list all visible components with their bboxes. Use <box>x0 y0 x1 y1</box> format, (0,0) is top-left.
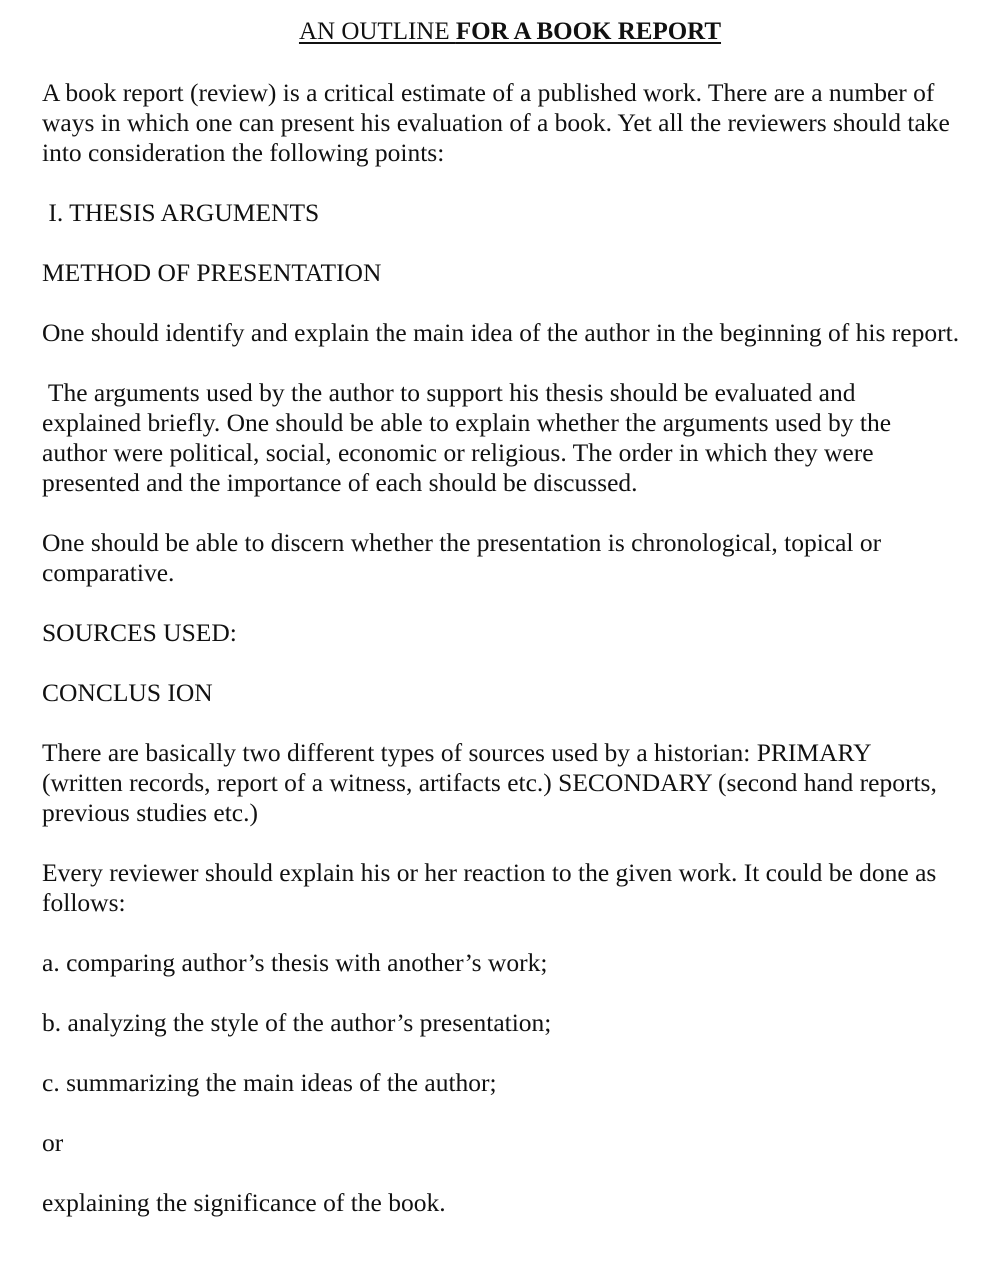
or-text: or <box>42 1128 64 1157</box>
sources-line-2: (written records, report of a witness, artifacts etc.) SECONDARY (second hand reports, <box>42 768 937 797</box>
sources-line-1: There are basically two different types of sources used by a historian: PRIMARY <box>42 738 872 767</box>
list-item-b: b. analyzing the style of the author’s presentation; <box>42 1008 552 1037</box>
arguments-line-2: explained briefly. One should be able to explain whether the arguments used by the <box>42 408 892 437</box>
final-paragraph: explaining the significance of the book. <box>42 1188 446 1217</box>
sources-heading: SOURCES USED: <box>42 618 237 647</box>
intro-line-1: A book report (review) is a critical estimate of a published work. There are a number of <box>42 78 935 107</box>
arguments-line-1: The arguments used by the author to support his thesis should be evaluated and <box>42 378 856 407</box>
sources-line-3: previous studies etc.) <box>42 798 258 827</box>
section-method-heading: METHOD OF PRESENTATION <box>42 258 382 287</box>
presentation-line-2: comparative. <box>42 558 175 587</box>
title-bold: FOR A BOOK REPORT <box>455 18 722 45</box>
conclusion-heading: CONCLUS ION <box>42 678 213 707</box>
arguments-line-3: author were political, social, economic or religious. The order in which they were <box>42 438 874 467</box>
presentation-line-1: One should be able to discern whether the presentation is chronological, topical or <box>42 528 882 557</box>
title-plain: AN OUTLINE <box>298 18 456 45</box>
reviewer-line-2: follows: <box>42 888 126 917</box>
section-thesis-heading: I. THESIS ARGUMENTS <box>42 198 320 227</box>
arguments-line-4: presented and the importance of each should be discussed. <box>42 468 638 497</box>
document-title <box>0 17 1005 47</box>
reviewer-line-1: Every reviewer should explain his or her reaction to the given work. It could be done as <box>42 858 937 887</box>
list-item-a: a. comparing author’s thesis with another’s work; <box>42 948 548 977</box>
intro-line-3: into consideration the following points: <box>42 138 445 167</box>
intro-line-2: ways in which one can present his evaluation of a book. Yet all the reviewers should take <box>42 108 950 137</box>
list-item-c: c. summarizing the main ideas of the author; <box>42 1068 497 1097</box>
main-idea-paragraph: One should identify and explain the main idea of the author in the beginning of his report. <box>42 318 960 347</box>
